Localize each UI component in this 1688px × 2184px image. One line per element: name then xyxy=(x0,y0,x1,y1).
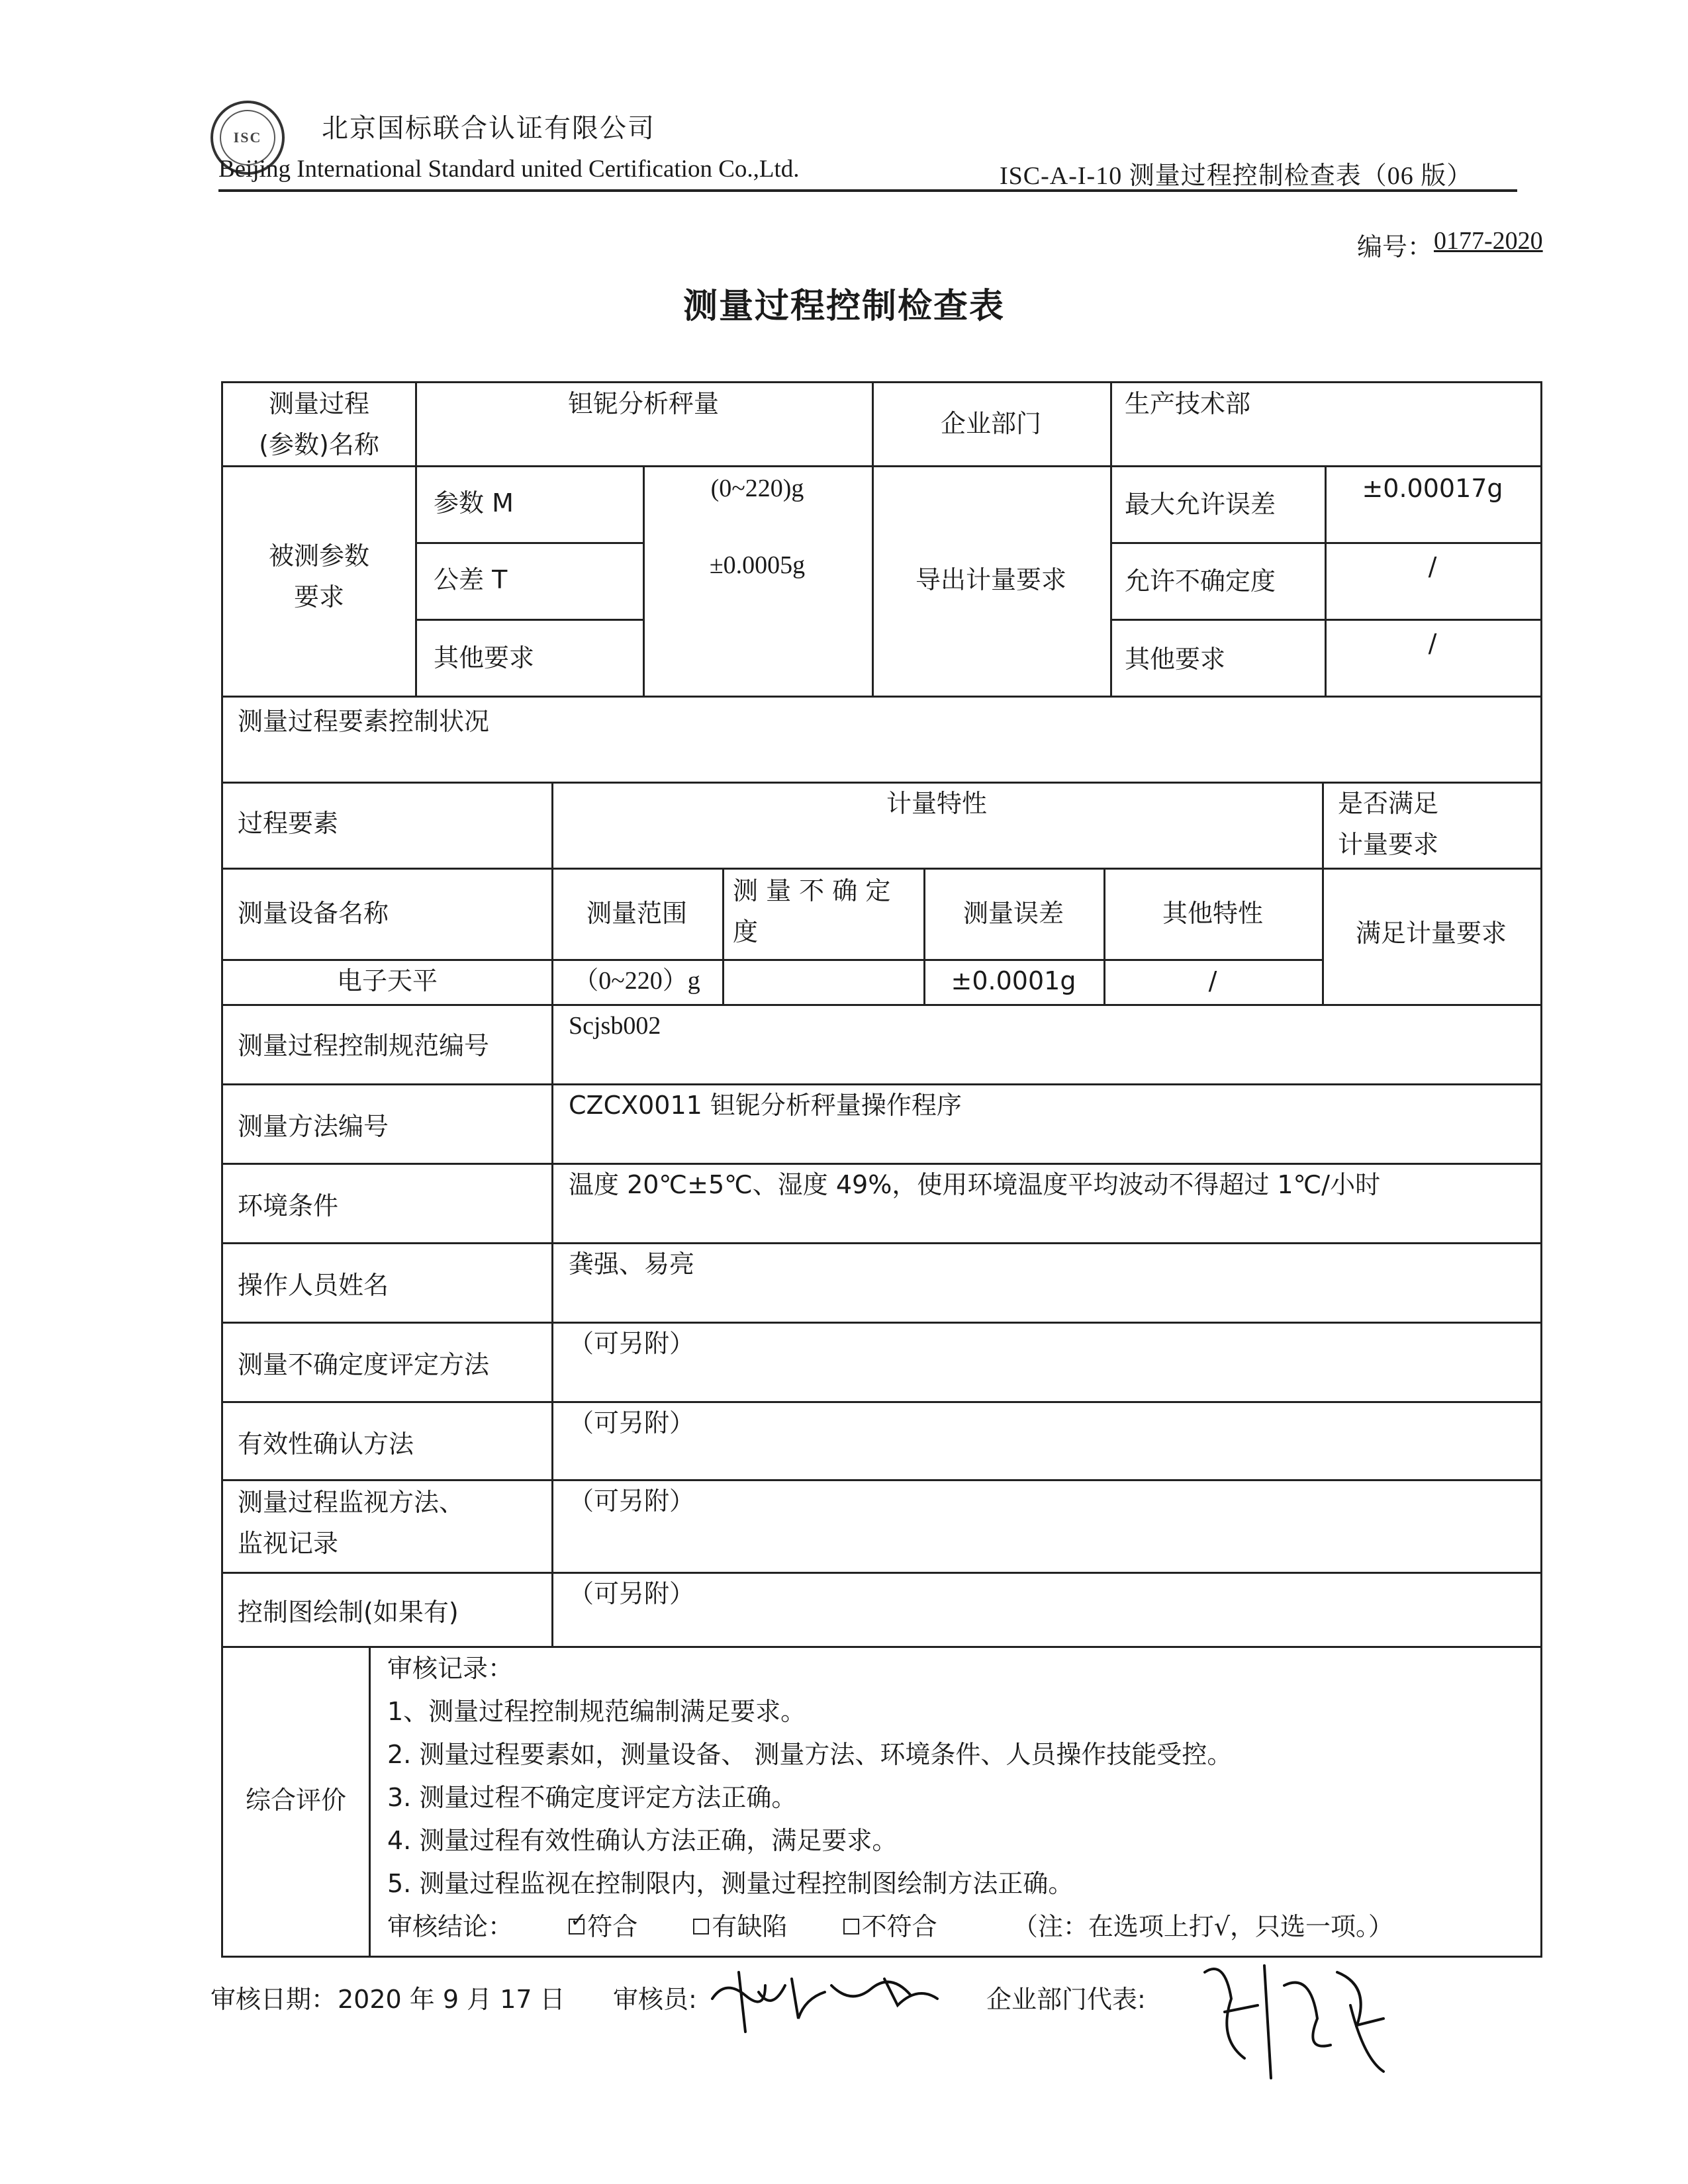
row-divider xyxy=(223,1479,1540,1481)
device-error-value: ±0.0001g xyxy=(951,966,1076,995)
checkbox-checked-icon[interactable]: ✓ xyxy=(569,1919,585,1934)
review-item: 5. 测量过程监视在控制限内，测量过程控制图绘制方法正确。 xyxy=(387,1869,1074,1898)
header-divider xyxy=(218,189,1517,192)
company-name-cn: 北京国标联合认证有限公司 xyxy=(322,113,655,144)
row-divider xyxy=(415,619,645,621)
review-item: 3. 测量过程不确定度评定方法正确。 xyxy=(387,1783,797,1812)
uncertainty-label: 测 量 不 确 定 度 xyxy=(733,876,891,946)
meets-requirement-label: 是否满足 计量要求 xyxy=(1338,789,1439,859)
department-value: 生产技术部 xyxy=(1125,389,1251,418)
review-record xyxy=(387,1647,1526,1948)
device-name-label: 测量设备名称 xyxy=(238,899,389,928)
derived-req-label: 导出计量要求 xyxy=(915,565,1066,594)
param-m-label: 参数 M xyxy=(434,488,514,518)
operator-value: 龚强、易亮 xyxy=(569,1250,695,1279)
review-item: 4. 测量过程有效性确认方法正确，满足要求。 xyxy=(387,1826,898,1855)
control-chart-value: （可另附） xyxy=(569,1579,695,1608)
tolerance-label: 公差 T xyxy=(434,565,508,594)
other-req-label: 其他要求 xyxy=(434,643,535,672)
meets-requirement-value: 满足计量要求 xyxy=(1355,919,1507,948)
device-other-value: / xyxy=(1208,966,1217,995)
method-number-value: CZCX0011 钽铌分析秤量操作程序 xyxy=(569,1091,962,1120)
review-item: 2. 测量过程要素如，测量设备、 测量方法、环境条件、人员操作技能受控。 xyxy=(387,1740,1233,1769)
device-name-value: 电子天平 xyxy=(336,966,438,995)
conclusion-label: 审核结论： xyxy=(387,1912,514,1941)
conclusion-note: （注：在选项上打√，只选一项。） xyxy=(1012,1912,1394,1941)
overall-evaluation-label: 综合评价 xyxy=(245,1786,346,1815)
max-error-label: 最大允许误差 xyxy=(1125,490,1276,519)
other-req2-value: / xyxy=(1428,629,1437,658)
metrology-characteristic-label: 计量特性 xyxy=(886,789,987,818)
row-divider xyxy=(415,542,645,544)
dept-rep-signature-scribble xyxy=(1185,1946,1397,2091)
row-divider xyxy=(223,868,1540,870)
measured-param-req-label: 被测参数 要求 xyxy=(268,541,369,612)
other-req2-label: 其他要求 xyxy=(1125,645,1226,674)
row-divider xyxy=(223,1004,1540,1006)
element-control-status-label: 测量过程要素控制状况 xyxy=(238,707,490,736)
monitoring-method-value: （可另附） xyxy=(569,1486,695,1516)
row-divider xyxy=(223,1572,1540,1574)
spec-number-value: Scjsb002 xyxy=(569,1012,661,1040)
number-value: 0177-2020 xyxy=(1434,227,1543,255)
allowed-uncertainty-value: / xyxy=(1428,552,1437,581)
review-date-label: 审核日期： xyxy=(211,1985,337,2014)
validity-method-label: 有效性确认方法 xyxy=(238,1430,414,1459)
col-divider xyxy=(1322,782,1324,1004)
document-title: 测量过程控制检查表 xyxy=(682,287,1005,326)
monitoring-method-label: 测量过程监视方法、 监视记录 xyxy=(238,1488,465,1558)
uncertainty-method-value: （可另附） xyxy=(569,1329,695,1358)
row-divider xyxy=(223,465,1540,467)
company-name-en: Beijing International Standard united Certification Co.,Ltd. xyxy=(218,156,800,183)
validity-method-value: （可另附） xyxy=(569,1408,695,1437)
logo-text: ISC xyxy=(220,110,275,165)
inspection-form xyxy=(221,381,1542,1958)
col-divider xyxy=(369,1646,371,1956)
param-m-value: (0~220)g xyxy=(710,475,804,502)
row-divider xyxy=(223,1401,1540,1403)
range-label: 测量范围 xyxy=(586,899,687,928)
review-item: 1、测量过程控制规范编制满足要求。 xyxy=(387,1697,806,1726)
checkbox-icon[interactable] xyxy=(843,1919,859,1934)
device-range-value: （0~220）g xyxy=(573,967,700,995)
auditor-signature-scribble xyxy=(699,1959,964,2038)
process-name-label: 测量过程 (参数)名称 xyxy=(259,389,379,459)
dept-rep-signature xyxy=(1185,1946,1397,2091)
col-divider xyxy=(415,383,417,696)
auditor-label: 审核员: xyxy=(613,1985,697,2014)
other-characteristic-label: 其他特性 xyxy=(1162,899,1263,928)
process-element-label: 过程要素 xyxy=(238,809,339,838)
allowed-uncertainty-label: 允许不确定度 xyxy=(1125,567,1276,596)
row-divider xyxy=(223,696,1540,698)
tolerance-value: ±0.0005g xyxy=(709,551,806,579)
spec-number-label: 测量过程控制规范编号 xyxy=(238,1031,490,1060)
option-defect[interactable]: 有缺陷 xyxy=(693,1912,787,1941)
dept-rep-label: 企业部门代表: xyxy=(986,1985,1146,2014)
checkbox-icon[interactable] xyxy=(693,1919,709,1934)
uncertainty-method-label: 测量不确定度评定方法 xyxy=(238,1350,490,1379)
method-number-label: 测量方法编号 xyxy=(238,1112,389,1141)
operator-label: 操作人员姓名 xyxy=(238,1271,389,1300)
option-conform[interactable]: ✓ 符合 xyxy=(570,1908,638,1941)
max-error-value: ±0.00017g xyxy=(1362,474,1503,503)
review-date-value: 2020 年 9 月 17 日 xyxy=(338,1985,565,2014)
review-conclusion xyxy=(387,1905,1526,1948)
environment-label: 环境条件 xyxy=(238,1191,339,1220)
process-name-value: 钽铌分析秤量 xyxy=(567,389,719,418)
review-heading: 审核记录： xyxy=(387,1654,514,1683)
col-divider xyxy=(722,868,724,1004)
form-code: ISC-A-I-10 测量过程控制检查表（06 版） xyxy=(1000,162,1473,190)
col-divider xyxy=(1110,383,1112,696)
environment-value: 温度 20℃±5℃、湿度 49%，使用环境温度平均波动不得超过 1℃/小时 xyxy=(569,1170,1381,1199)
control-chart-label: 控制图绘制(如果有) xyxy=(238,1598,459,1627)
option-nonconform[interactable]: 不符合 xyxy=(843,1912,937,1941)
number-label: 编号： xyxy=(1357,232,1433,261)
row-divider xyxy=(223,1322,1540,1324)
row-divider xyxy=(223,1242,1540,1244)
error-label: 测量误差 xyxy=(962,899,1064,928)
department-label: 企业部门 xyxy=(940,409,1041,438)
auditor-signature xyxy=(699,1959,964,2038)
